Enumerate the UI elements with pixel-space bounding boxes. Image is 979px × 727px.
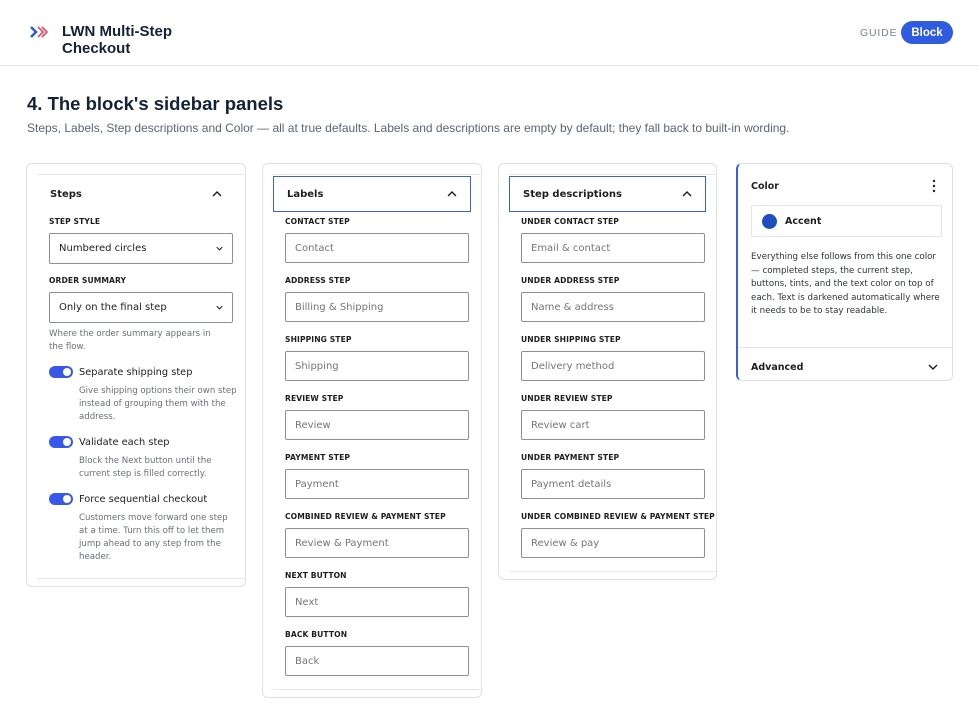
labels-panel-title: Labels	[287, 188, 324, 200]
color-panel	[736, 163, 953, 381]
field-label: CONTACT STEP	[285, 217, 350, 226]
toggle-help: Block the Next button until the current step is filled correctly.	[79, 456, 212, 479]
field-label: COMBINED REVIEW & PAYMENT STEP	[285, 512, 446, 521]
label-input-contact[interactable]	[285, 233, 469, 263]
step-descriptions-panel-header[interactable]	[509, 176, 706, 212]
order-summary-help: Where the order summary appears in the flow.	[49, 329, 211, 352]
chevron-down-icon	[216, 246, 223, 251]
field-label: UNDER COMBINED REVIEW & PAYMENT STEP	[521, 512, 715, 521]
toggle-help: Customers move forward one step at a time. Turn this off to let them jump ahead to any step from the header.	[79, 513, 228, 562]
toggle-validate-each-step[interactable]	[49, 435, 170, 449]
toggle-help: Give shipping options their own step instead of grouping them with the address.	[79, 386, 237, 422]
accent-swatch	[762, 214, 777, 229]
field-label: UNDER CONTACT STEP	[521, 217, 619, 226]
panel-divider	[509, 164, 716, 175]
field-label: UNDER REVIEW STEP	[521, 394, 613, 403]
toggle-force-sequential[interactable]	[49, 492, 207, 506]
field-label: SHIPPING STEP	[285, 335, 352, 344]
field-label: ADDRESS STEP	[285, 276, 351, 285]
panel-divider	[37, 578, 245, 586]
color-description: Everything else follows from this one color — completed steps, the current step, buttons, tints, and the text color on top of each. Text is darkened automatically where it needs to be to stay readable.	[751, 252, 940, 316]
order-summary-label: ORDER SUMMARY	[49, 276, 127, 285]
panel-divider	[509, 571, 716, 579]
label-input-next[interactable]	[285, 587, 469, 617]
description-input-contact[interactable]	[521, 233, 705, 263]
toggle-switch[interactable]	[49, 493, 73, 505]
panel-divider	[273, 689, 481, 697]
nav-block-button[interactable]: Block	[901, 21, 953, 44]
step-descriptions-panel-title: Step descriptions	[523, 188, 622, 200]
panel-divider	[273, 164, 481, 175]
label-input-shipping[interactable]	[285, 351, 469, 381]
toggle-label: Force sequential checkout	[79, 493, 208, 505]
chevron-up-icon	[682, 191, 692, 197]
step-style-label: STEP STYLE	[49, 217, 101, 226]
toggle-label: Validate each step	[79, 436, 170, 448]
field-label: REVIEW STEP	[285, 394, 344, 403]
step-style-value: Numbered circles	[59, 243, 147, 254]
field-label: BACK BUTTON	[285, 630, 348, 639]
description-input-address[interactable]	[521, 292, 705, 322]
advanced-label: Advanced	[751, 361, 804, 373]
nav-guide-link[interactable]: GUIDE	[860, 27, 898, 39]
labels-panel	[262, 163, 482, 698]
field-label: UNDER ADDRESS STEP	[521, 276, 620, 285]
order-summary-value: Only on the final step	[59, 302, 167, 313]
toggle-switch[interactable]	[49, 436, 73, 448]
advanced-divider	[738, 347, 952, 348]
section-title: 4. The block's sidebar panels	[27, 93, 284, 114]
panel-divider	[37, 164, 245, 175]
chevron-up-icon	[212, 191, 222, 197]
accent-color-picker[interactable]	[751, 205, 942, 237]
field-label: UNDER PAYMENT STEP	[521, 453, 620, 462]
field-label: NEXT BUTTON	[285, 571, 347, 580]
chevron-up-icon	[447, 191, 457, 197]
label-input-address[interactable]	[285, 292, 469, 322]
description-input-review-payment[interactable]	[521, 528, 705, 558]
chevron-down-icon	[928, 364, 938, 370]
toggle-separate-shipping[interactable]	[49, 365, 192, 379]
order-summary-select[interactable]	[49, 292, 233, 323]
advanced-section-toggle[interactable]	[751, 357, 938, 377]
kebab-menu-icon[interactable]	[932, 179, 936, 193]
step-descriptions-panel	[498, 163, 717, 580]
color-panel-title: Color	[751, 181, 779, 192]
chevron-down-icon	[216, 305, 223, 310]
steps-panel	[26, 163, 246, 587]
app-title: LWN Multi-Step Checkout	[62, 23, 172, 57]
field-label: UNDER SHIPPING STEP	[521, 335, 621, 344]
description-input-shipping[interactable]	[521, 351, 705, 381]
accent-label: Accent	[785, 215, 822, 227]
section-subtitle: Steps, Labels, Step descriptions and Color — all at true defaults. Labels and descriptions are empty by default; they fall back to built-in wording.	[27, 121, 790, 135]
labels-panel-header[interactable]	[273, 176, 471, 212]
steps-panel-title: Steps	[50, 188, 82, 200]
toggle-label: Separate shipping step	[79, 366, 193, 378]
field-label: PAYMENT STEP	[285, 453, 351, 462]
top-bar	[0, 0, 979, 66]
label-input-back[interactable]	[285, 646, 469, 676]
toggle-switch[interactable]	[49, 366, 73, 378]
label-input-payment[interactable]	[285, 469, 469, 499]
chevrons-right-icon	[30, 26, 48, 38]
steps-panel-header[interactable]	[37, 176, 235, 212]
step-style-select[interactable]	[49, 233, 233, 264]
label-input-review-payment[interactable]	[285, 528, 469, 558]
description-input-payment[interactable]	[521, 469, 705, 499]
label-input-review[interactable]	[285, 410, 469, 440]
description-input-review[interactable]	[521, 410, 705, 440]
